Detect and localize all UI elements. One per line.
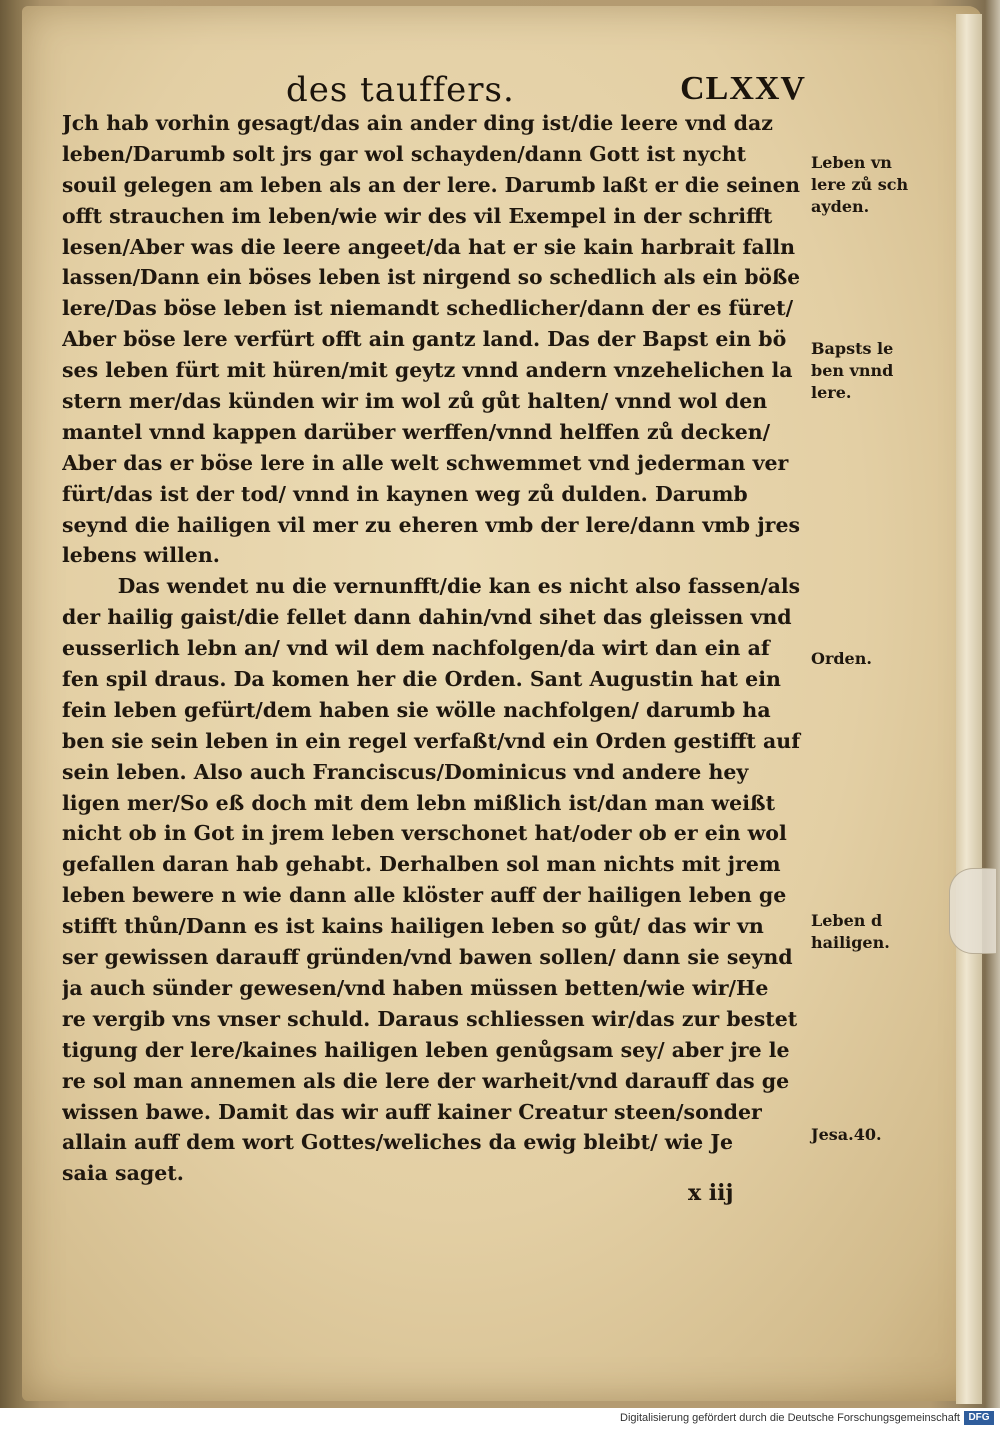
- text-line: leben bewere n wie dann alle klöster auff der hailigen leben ge: [62, 883, 787, 908]
- margin-note-line: Leben vn: [811, 153, 892, 172]
- margin-note-line: Bapsts le: [811, 339, 894, 358]
- text-line: wissen bawe. Damit das wir auff kainer Creatur steen/sonder: [62, 1099, 762, 1124]
- text-line: re vergib vns vnser schuld. Daraus schliessen wir/das zur bestet: [62, 1006, 798, 1031]
- margin-note-leben-lere: [811, 152, 911, 218]
- text-line: ligen mer/So eß doch mit dem lebn mißlich ist/dan man weißt: [62, 790, 776, 815]
- margin-note-line: lere zů sch: [811, 175, 909, 194]
- text-line: gefallen daran hab gehabt. Derhalben sol man nichts mit jrem: [62, 852, 781, 877]
- text-line: Aber das er böse lere in alle welt schwemmet vnd jederman ver: [62, 450, 789, 475]
- margin-note-line: Jesa.40.: [811, 1125, 882, 1144]
- text-line: fürt/das ist der tod/ vnnd in kaynen weg zů dulden. Darumb: [62, 481, 748, 506]
- text-line: stern mer/das künden wir im wol zů gůt halten/ vnnd wol den: [62, 389, 768, 414]
- text-line: lebens willen.: [62, 543, 220, 568]
- text-line: ja auch sünder gewesen/vnd haben müssen betten/wie wir/He: [62, 975, 769, 1000]
- folio-number: CLXXV: [680, 70, 806, 107]
- running-head: des tauffers.: [286, 70, 515, 110]
- text-line: sein leben. Also auch Franciscus/Dominicus vnd andere hey: [62, 759, 749, 784]
- margin-note-orden: [811, 648, 911, 670]
- text-line: re sol man annemen als die lere der warheit/vnd darauff das ge: [62, 1068, 790, 1093]
- margin-note-line: lere.: [811, 383, 852, 402]
- text-line: tigung der lere/kaines hailigen leben genůgsam sey/ aber jre le: [62, 1037, 790, 1062]
- text-line: nicht ob in Got in jrem leben verschonet hat/oder ob er ein wol: [62, 821, 787, 846]
- text-line: saia saget.: [62, 1161, 184, 1186]
- page-clip: [949, 868, 996, 954]
- margin-note-line: ben vnnd: [811, 361, 894, 380]
- text-line: eusserlich lebn an/ vnd wil dem nachfolgen/da wirt dan ein af: [62, 636, 770, 661]
- text-line: offt strauchen im leben/wie wir des vil Exempel in der schrifft: [62, 203, 773, 228]
- text-line: lesen/Aber was die leere angeet/da hat er sie kain harbrait falln: [62, 234, 796, 259]
- signature-mark: x iij: [688, 1180, 734, 1206]
- text-line: souil gelegen am leben als an der lere. Darumb laßt er die seinen: [62, 172, 800, 197]
- margin-note-line: hailigen.: [811, 933, 890, 952]
- text-line: seynd die hailigen vil mer zu eheren vmb der lere/dann vmb jres: [62, 512, 800, 537]
- text-line: mantel vnnd kappen darüber werffen/vnnd helffen zů decken/: [62, 419, 771, 444]
- text-line: fein leben gefürt/dem haben sie wölle nachfolgen/ darumb ha: [62, 697, 771, 722]
- text-line: Das wendet nu die vernunfft/die kan es nicht also fassen/als: [117, 574, 801, 599]
- text-line: der hailig gaist/die fellet dann dahin/vnd sihet das gleissen vnd: [62, 605, 792, 630]
- margin-note-line: Leben d: [811, 911, 883, 930]
- dfg-logo: DFG: [964, 1411, 994, 1425]
- margin-note-line: Orden.: [811, 649, 872, 668]
- footer-credit: Digitalisierung gefördert durch die Deutsche Forschungsgemeinschaft: [620, 1412, 960, 1424]
- text-line: ser gewissen darauff gründen/vnd bawen sollen/ dann sie seynd: [62, 945, 793, 970]
- text-line: lassen/Dann ein böses leben ist nirgend so schedlich als ein böße: [62, 265, 800, 290]
- text-line: ben sie sein leben in ein regel verfaßt/vnd ein Orden gestifft auf: [62, 728, 800, 753]
- margin-note-jesaia: [811, 1124, 911, 1146]
- text-line: Jch hab vorhin gesagt/das ain ander ding ist/die leere vnd daz: [62, 111, 773, 135]
- main-text-block: [62, 108, 802, 1189]
- margin-note-bapsts-leben: [811, 338, 911, 404]
- text-line: ses leben fürt mit hüren/mit geytz vnnd andern vnzehelichen la: [62, 358, 793, 383]
- margin-note-line: ayden.: [811, 197, 870, 216]
- text-line: Aber böse lere verfürt offt ain gantz land. Das der Bapst ein bö: [62, 327, 787, 352]
- footer-bar: [0, 1408, 1000, 1429]
- text-line: leben/Darumb solt jrs gar wol schayden/dann Gott ist nycht: [62, 141, 747, 166]
- text-line: lere/Das böse leben ist niemandt schedlicher/dann der es füret/: [62, 296, 794, 321]
- page-edge: [956, 14, 982, 1404]
- margin-note-leben-hailigen: [811, 910, 911, 954]
- text-line: allain auff dem wort Gottes/weliches da ewig bleibt/ wie Je: [62, 1130, 734, 1155]
- text-line: fen spil draus. Da komen her die Orden. Sant Augustin hat ein: [62, 667, 781, 692]
- text-line: stifft thůn/Dann es ist kains hailigen leben so gůt/ das wir vn: [62, 914, 764, 939]
